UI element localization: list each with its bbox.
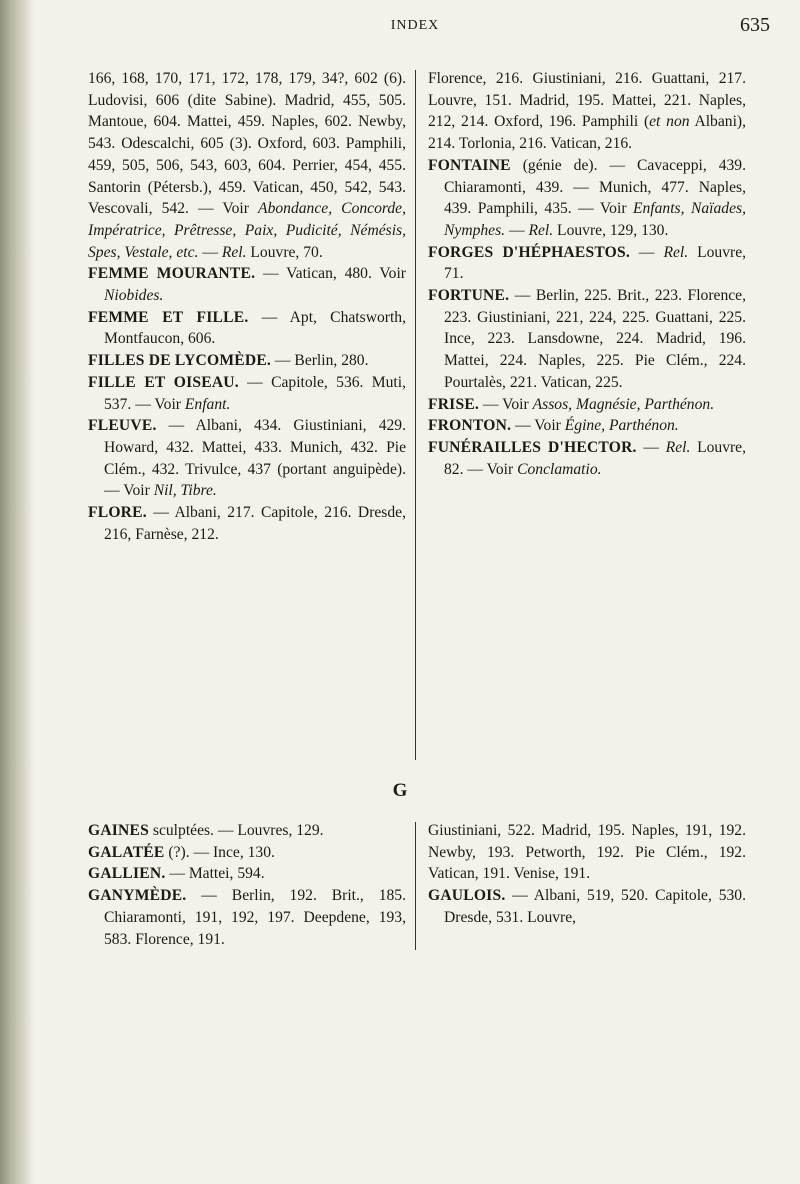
index-entry: [88, 863, 406, 885]
entry-headword: FILLE ET OISEAU.: [88, 373, 239, 391]
entry-text: sculptées. — Louvres, 129.: [149, 822, 324, 839]
entry-text: — Berlin, 225. Brit., 223. Florence, 223. Giustiniani, 221, 224, 225. Guattani, 225. Ince, 223. Lansdowne, 224. Madrid, 196. Mattei, 224. Naples, 225. Pie Clém., 224. Pourtalès, 221. Vatican, 225.: [444, 287, 746, 391]
entry-text: —: [505, 221, 529, 239]
entry-text: — Albani, 434. Giustiniani, 429. Howard, 432. Mattei, 433. Munich, 432. Pie Clém., 432. Trivulce, 437 (portant anguipède). — Voir: [104, 417, 406, 500]
index-entry: [88, 502, 406, 545]
index-entry: [428, 285, 746, 394]
entry-text: Giustiniani, 522. Madrid, 195. Naples, 191, 192. Newby, 193. Petworth, 192. Pie Clém., 192. Vatican, 191. Venise, 191.: [428, 822, 746, 883]
entry-crossref: Enfant.: [184, 395, 231, 413]
entry-headword: GALLIEN.: [88, 865, 166, 883]
entry-text: (génie de). — Cavaceppi, 439. Chiaramonti, 439. — Munich, 477. Naples, 439. Pamphili, 435. — Voir: [444, 156, 746, 218]
entry-crossref: Niobides.: [104, 287, 164, 305]
page-number: 635: [740, 14, 770, 36]
entry-text: — Albani, 217. Capitole, 216. Dresde, 216, Farnèse, 212.: [104, 504, 406, 543]
entry-text: (?). — Ince, 130.: [164, 843, 275, 861]
index-entry: [428, 885, 746, 928]
entry-headword: FRONTON.: [428, 417, 512, 435]
entry-text: Louvre, 71.: [444, 243, 747, 283]
page-edge-shadow: [0, 0, 34, 1184]
entry-crossref: Rel.: [221, 243, 247, 261]
entry-text: Louvre, 82. — Voir: [444, 438, 747, 478]
entry-crossref: Rel.: [665, 438, 691, 456]
entry-text: — Berlin, 280.: [271, 352, 369, 370]
entry-headword: GAINES: [88, 822, 149, 839]
entry-text: —: [630, 243, 664, 261]
column-left-bottom: [88, 820, 406, 950]
entry-text: — Vatican, 480. Voir: [255, 265, 406, 283]
index-entry: [88, 307, 406, 350]
entry-crossref: Égine, Parthénon.: [564, 417, 679, 435]
entry-headword: GANYMÈDE.: [88, 887, 187, 905]
section-letter: G: [392, 780, 408, 801]
entry-headword: FORGES D'HÉPHAESTOS.: [428, 243, 630, 261]
entry-text: —: [198, 243, 222, 261]
entry-text: Louvre, 70.: [246, 243, 323, 261]
index-entry: [428, 394, 746, 416]
entry-crossref: Rel.: [663, 243, 689, 261]
index-entry: [428, 415, 746, 437]
column-divider: [415, 822, 416, 950]
column-divider: [415, 70, 416, 760]
entry-text: Florence, 216. Giustiniani, 216. Guattani, 217. Louvre, 151. Madrid, 195. Mattei, 221. Naples, 212, 214. Oxford, 196. Pamphili (: [428, 70, 746, 131]
entry-text: — Voir: [511, 417, 565, 435]
entry-headword: FEMME ET FILLE.: [88, 308, 249, 326]
running-title: INDEX: [390, 18, 440, 33]
entry-text: — Capitole, 536. Muti, 537. — Voir: [104, 373, 406, 413]
entry-crossref: Nil, Tibre.: [153, 482, 217, 500]
entry-text: — Berlin, 192. Brit., 185. Chiaramonti, 191, 192, 197. Deepdene, 193, 583. Florence, 191.: [104, 887, 406, 948]
entry-headword: FEMME MOURANTE.: [88, 265, 256, 283]
entry-text: Albani), 214. Torlonia, 216. Vatican, 216.: [428, 113, 746, 153]
column-right-top: [428, 68, 746, 480]
index-entry: [428, 155, 746, 242]
entry-headword: FLEUVE.: [88, 417, 157, 435]
index-entry: [88, 820, 406, 842]
index-entry: [88, 350, 406, 372]
entry-text: —: [636, 438, 666, 456]
index-entry: [428, 242, 746, 285]
continued-entry: [88, 68, 406, 263]
entry-text: — Mattei, 594.: [165, 865, 265, 883]
index-entry: [88, 372, 406, 415]
continued-entry: [428, 820, 746, 885]
entry-text: — Voir: [479, 395, 533, 413]
entry-headword: FRISE.: [428, 395, 480, 413]
entry-headword: GALATÉE: [88, 843, 165, 861]
entry-headword: FILLES DE LYCOMÈDE.: [88, 352, 272, 370]
entry-crossref: Assos, Magnésie, Parthénon.: [532, 395, 715, 413]
entry-crossref: Conclamatio.: [517, 460, 602, 478]
entry-text: — Apt, Chatsworth, Montfaucon, 606.: [104, 308, 406, 348]
entry-crossref: Abondance, Concorde, Impératrice, Prêtresse, Paix, Pudicité, Némésis, Spes, Vestale, etc.: [88, 200, 406, 261]
index-entry: [88, 415, 406, 502]
entry-text: — Albani, 519, 520. Capitole, 530. Dresde, 531. Louvre,: [444, 887, 746, 926]
entry-text: 166, 168, 170, 171, 172, 178, 179, 34?, 602 (6). Ludovisi, 606 (dite Sabine). Madrid, 455, 505. Mantoue, 604. Mattei, 459. Naples, 602. Newby, 543. Odescalchi, 605 (3). Oxford, 603. Pamphili, 459, 505, 506, 543, 603, 604. Perrier, 454, 455. Santorin (Pétersb.), 459. Vatican, 450, 542, 543. Vescovali, 542. — Voir: [88, 70, 406, 218]
index-entry: [88, 842, 406, 864]
entry-emphasis: et non: [649, 113, 690, 131]
entry-headword: FUNÉRAILLES D'HECTOR.: [428, 438, 637, 456]
entry-headword: FLORE.: [88, 504, 147, 522]
entry-headword: FONTAINE: [428, 156, 511, 174]
entry-headword: GAULOIS.: [428, 887, 506, 905]
entry-crossref: Rel.: [528, 221, 554, 239]
index-entry: [88, 885, 406, 950]
entry-text: Louvre, 129, 130.: [553, 221, 669, 239]
continued-entry: [428, 68, 746, 155]
index-entry: [428, 437, 746, 480]
column-right-bottom: [428, 820, 746, 929]
column-left-top: [88, 68, 406, 545]
page-header: [60, 14, 770, 40]
index-entry: [88, 263, 406, 306]
entry-crossref: Enfants, Naïades, Nymphes.: [444, 200, 746, 239]
entry-headword: FORTUNE.: [428, 287, 510, 305]
